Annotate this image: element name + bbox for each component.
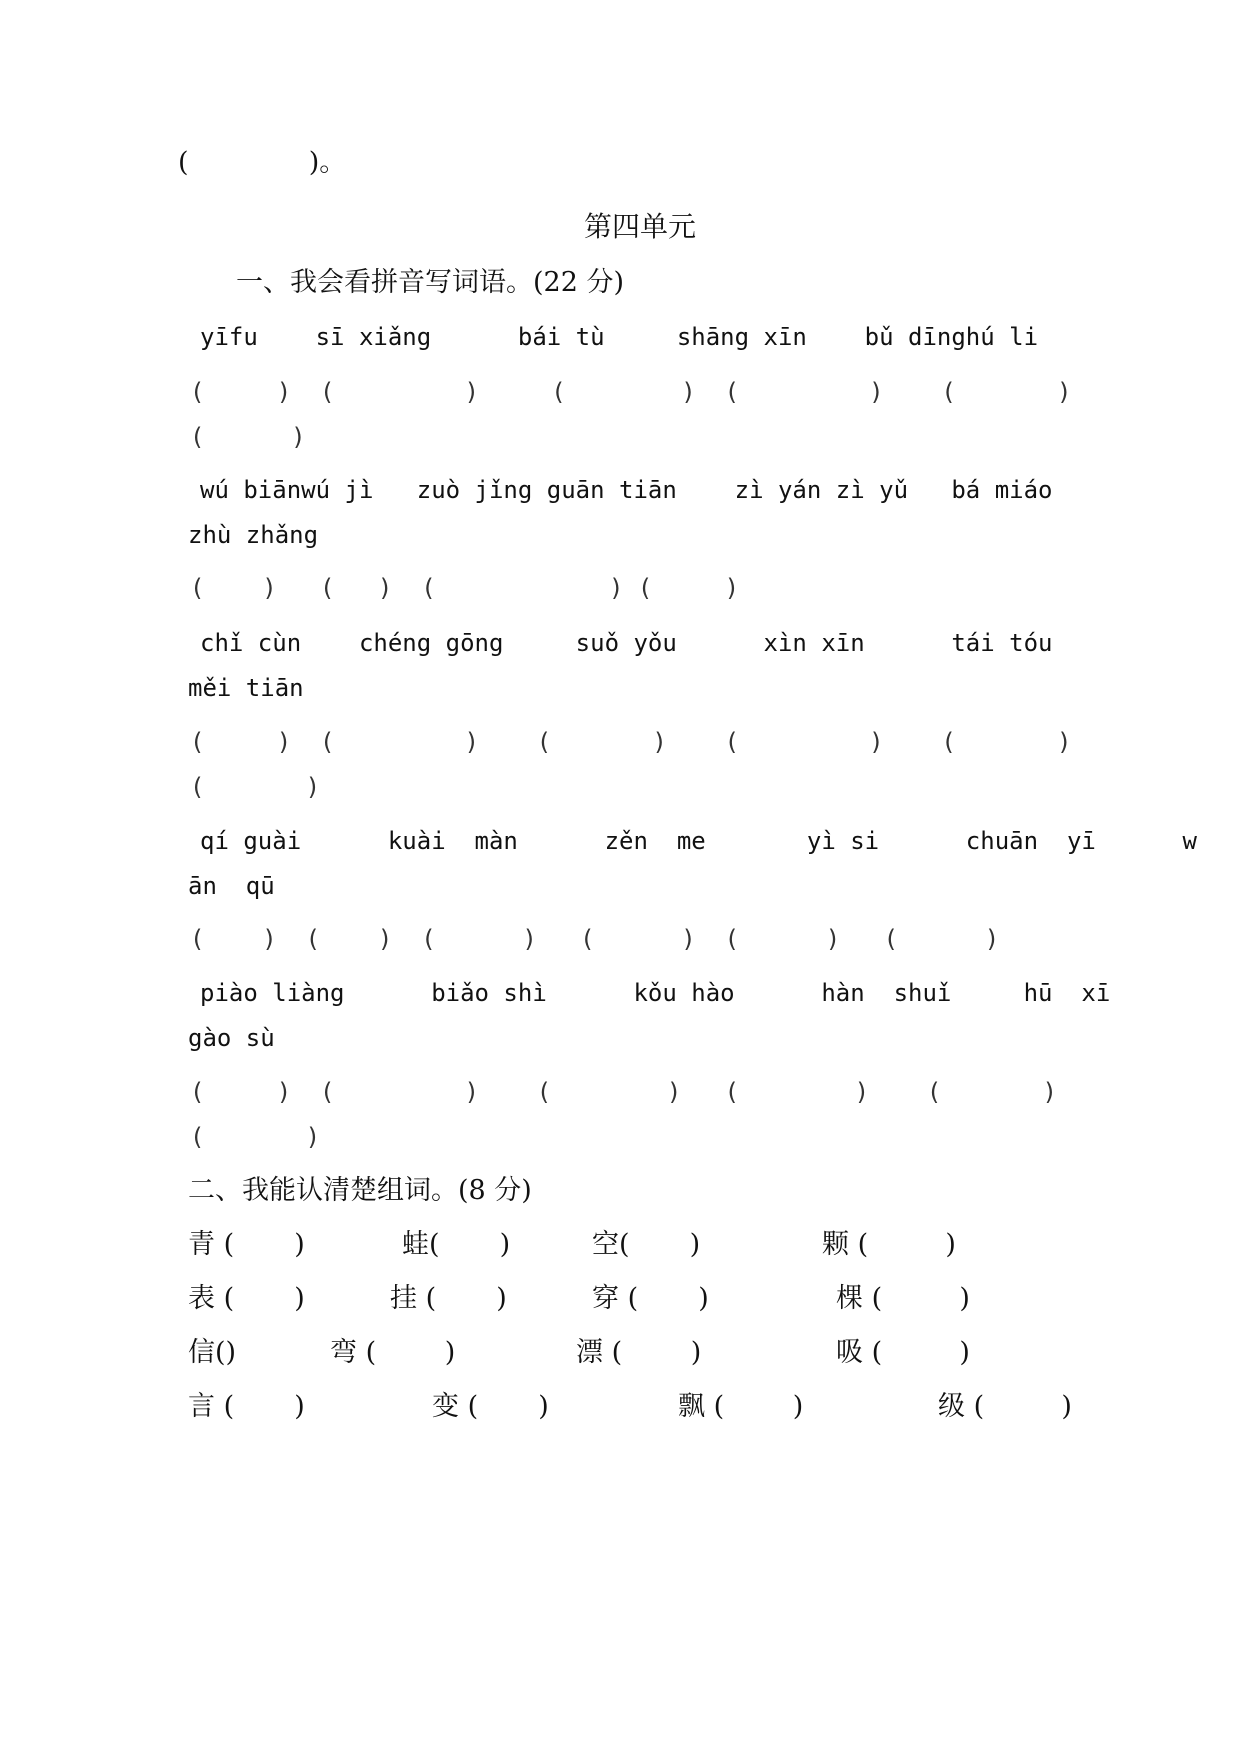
pinyin-row-4: qí guài kuài màn zěn me yì si chuān yī w <box>200 827 1197 855</box>
pinyin-row-2-cont: zhù zhǎng <box>188 521 319 549</box>
word-item: 吸 ( ) <box>836 1337 970 1368</box>
blank-row-3: ( ) ( ) ( ) ( ) ( ) <box>190 728 1072 756</box>
word-item: 言 ( ) <box>188 1391 305 1422</box>
pinyin-row-1: yīfu sī xiǎng bái tù shāng xīn bǔ dīnghú li <box>200 323 1039 351</box>
word-item: 棵 ( ) <box>836 1283 970 1314</box>
word-item: 表 ( ) <box>188 1283 305 1314</box>
word-item: 弯 ( ) <box>330 1337 456 1368</box>
word-item: 变 ( ) <box>432 1391 549 1422</box>
word-item: 空( ) <box>592 1229 701 1260</box>
word-item: 挂 ( ) <box>390 1283 507 1314</box>
unit-title: 第四单元 <box>584 210 697 243</box>
pinyin-row-5-cont: gào sù <box>188 1024 275 1052</box>
word-item: 漂 ( ) <box>576 1337 702 1368</box>
blank-row-5: ( ) ( ) ( ) ( ) ( ) <box>190 1078 1057 1106</box>
blank-row-3-cont: ( ) <box>190 773 321 801</box>
word-item: 级 ( ) <box>938 1391 1072 1422</box>
blank-row-4: ( ) ( ) ( ) ( ) ( ) ( ) <box>190 925 1000 953</box>
pinyin-row-5: piào liàng biǎo shì kǒu hào hàn shuǐ hū xī <box>200 979 1111 1007</box>
pinyin-row-4-cont: ān qū <box>188 872 275 900</box>
blank-row-2: ( ) ( ) ( ) ( ) <box>190 574 740 602</box>
word-item: 信() <box>188 1337 237 1368</box>
word-item: 穿 ( ) <box>592 1283 709 1314</box>
pinyin-row-3: chǐ cùn chéng gōng suǒ yǒu xìn xīn tái tóu <box>200 629 1053 657</box>
word-item: 蛙( ) <box>402 1229 511 1260</box>
blank-row-1-cont: ( ) <box>190 423 306 451</box>
word-item: 颗 ( ) <box>822 1229 956 1260</box>
pinyin-row-2: wú biānwú jì zuò jǐng guān tiān zì yán zì yǔ bá miáo <box>200 476 1053 504</box>
word-item: 飘 ( ) <box>678 1391 804 1422</box>
section1-heading: 一、我会看拼音写词语。(22 分) <box>236 267 625 298</box>
pinyin-row-3-cont: měi tiān <box>188 674 304 702</box>
top-line: ( )。 <box>178 147 347 178</box>
section2-heading: 二、我能认清楚组词。(8 分) <box>188 1175 532 1206</box>
blank-row-1: ( ) ( ) ( ) ( ) ( ) <box>190 378 1072 406</box>
word-item: 青 ( ) <box>188 1229 305 1260</box>
blank-row-5-cont: ( ) <box>190 1123 321 1151</box>
